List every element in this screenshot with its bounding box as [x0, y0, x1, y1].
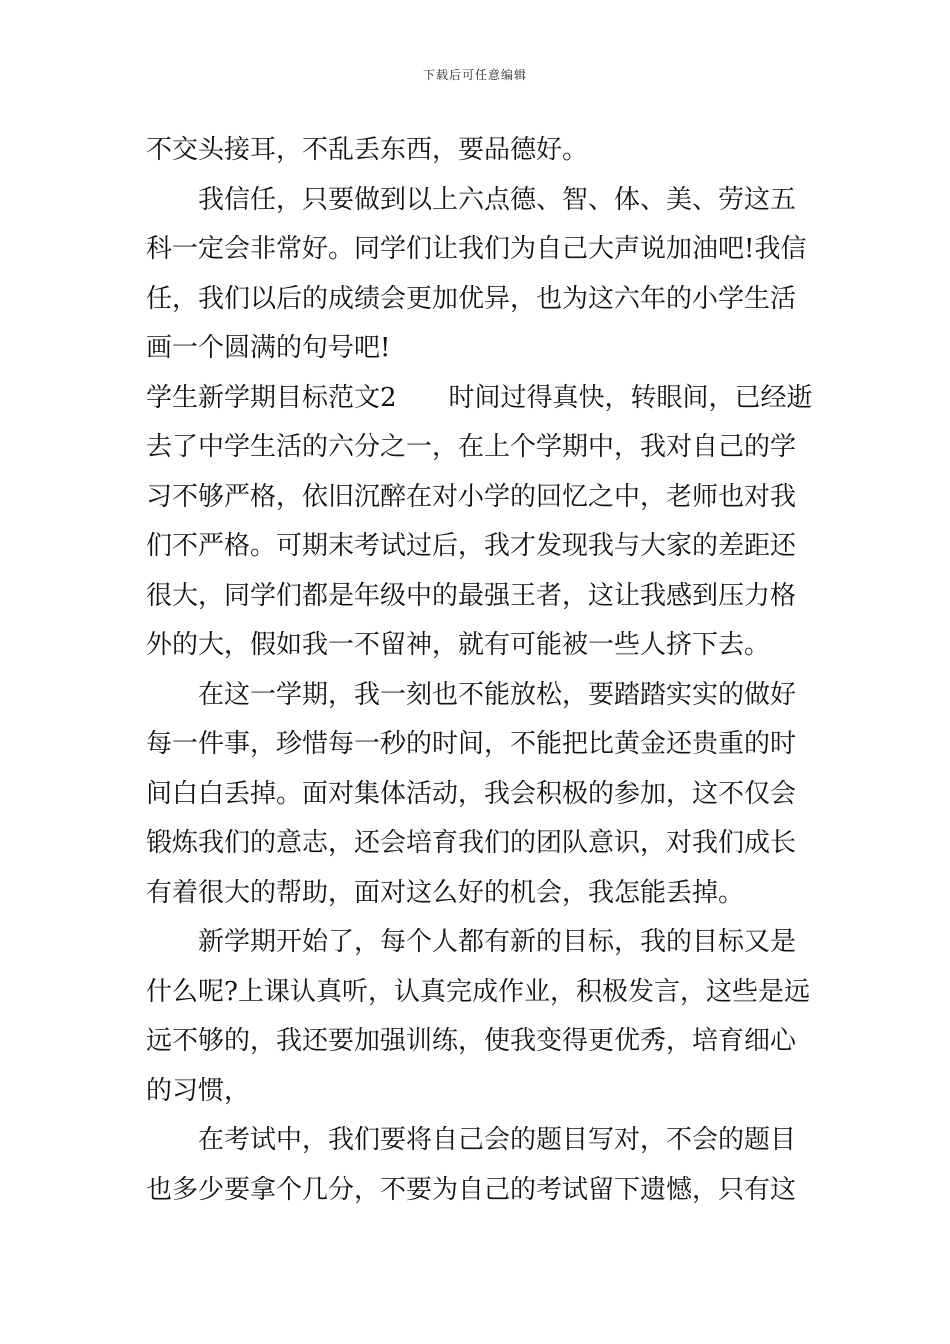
text-line: 们不严格。可期末考试过后，我才发现我与大家的差距还 [146, 531, 797, 561]
text-line: 很大，同学们都是年级中的最强王者，这让我感到压力格 [146, 580, 797, 611]
text-line: 去了中学生活的六分之一，在上个学期中，我对自己的学 [146, 432, 797, 462]
text-line: 习不够严格，依旧沉醉在对小学的回忆之中，老师也对我 [146, 481, 797, 512]
body-text [146, 126, 813, 1215]
text-line: 每一件事，珍惜每一秒的时间，不能把比黄金还贵重的时 [146, 729, 797, 759]
text-line: 远不够的，我还要加强训练，使我变得更优秀，培育细心 [146, 1026, 797, 1056]
text-line: 间白白丢掉。面对集体活动，我会积极的参加，这不仅会 [146, 778, 797, 809]
text-line: 我信任，只要做到以上六点德、智、体、美、劳这五 [198, 184, 797, 215]
text-line: 锻炼我们的意志，还会培育我们的团队意识，对我们成长 [146, 828, 797, 858]
text-line: 也多少要拿个几分，不要为自己的考试留下遗憾，只有这 [146, 1174, 797, 1205]
text-line: 有着很大的帮助，面对这么好的机会，我怎能丢掉。 [146, 877, 745, 908]
text-line: 的习惯， [146, 1075, 251, 1106]
text-line: 画一个圆满的句号吧! [146, 333, 391, 363]
section-title-line: 学生新学期目标范文2 时间过得真快，转眼间，已经逝 [146, 382, 813, 413]
text-line: 在考试中，我们要将自己会的题目写对，不会的题目 [198, 1125, 797, 1155]
text-line: 外的大，假如我一不留神，就有可能被一些人挤下去。 [146, 630, 771, 660]
text-line: 新学期开始了，每个人都有新的目标，我的目标又是 [198, 927, 797, 957]
text-line: 不交头接耳，不乱丢东西，要品德好。 [146, 135, 589, 165]
text-line: 在这一学期，我一刻也不能放松，要踏踏实实的做好 [198, 679, 797, 710]
text-line: 科一定会非常好。同学们让我们为自己大声说加油吧!我信 [146, 234, 807, 264]
text-line: 任，我们以后的成绩会更加优异，也为这六年的小学生活 [146, 283, 797, 314]
header-note: 下载后可任意编辑 [422, 68, 527, 82]
text-line: 什么呢?上课认真听，认真完成作业，积极发言，这些是远 [146, 976, 810, 1007]
